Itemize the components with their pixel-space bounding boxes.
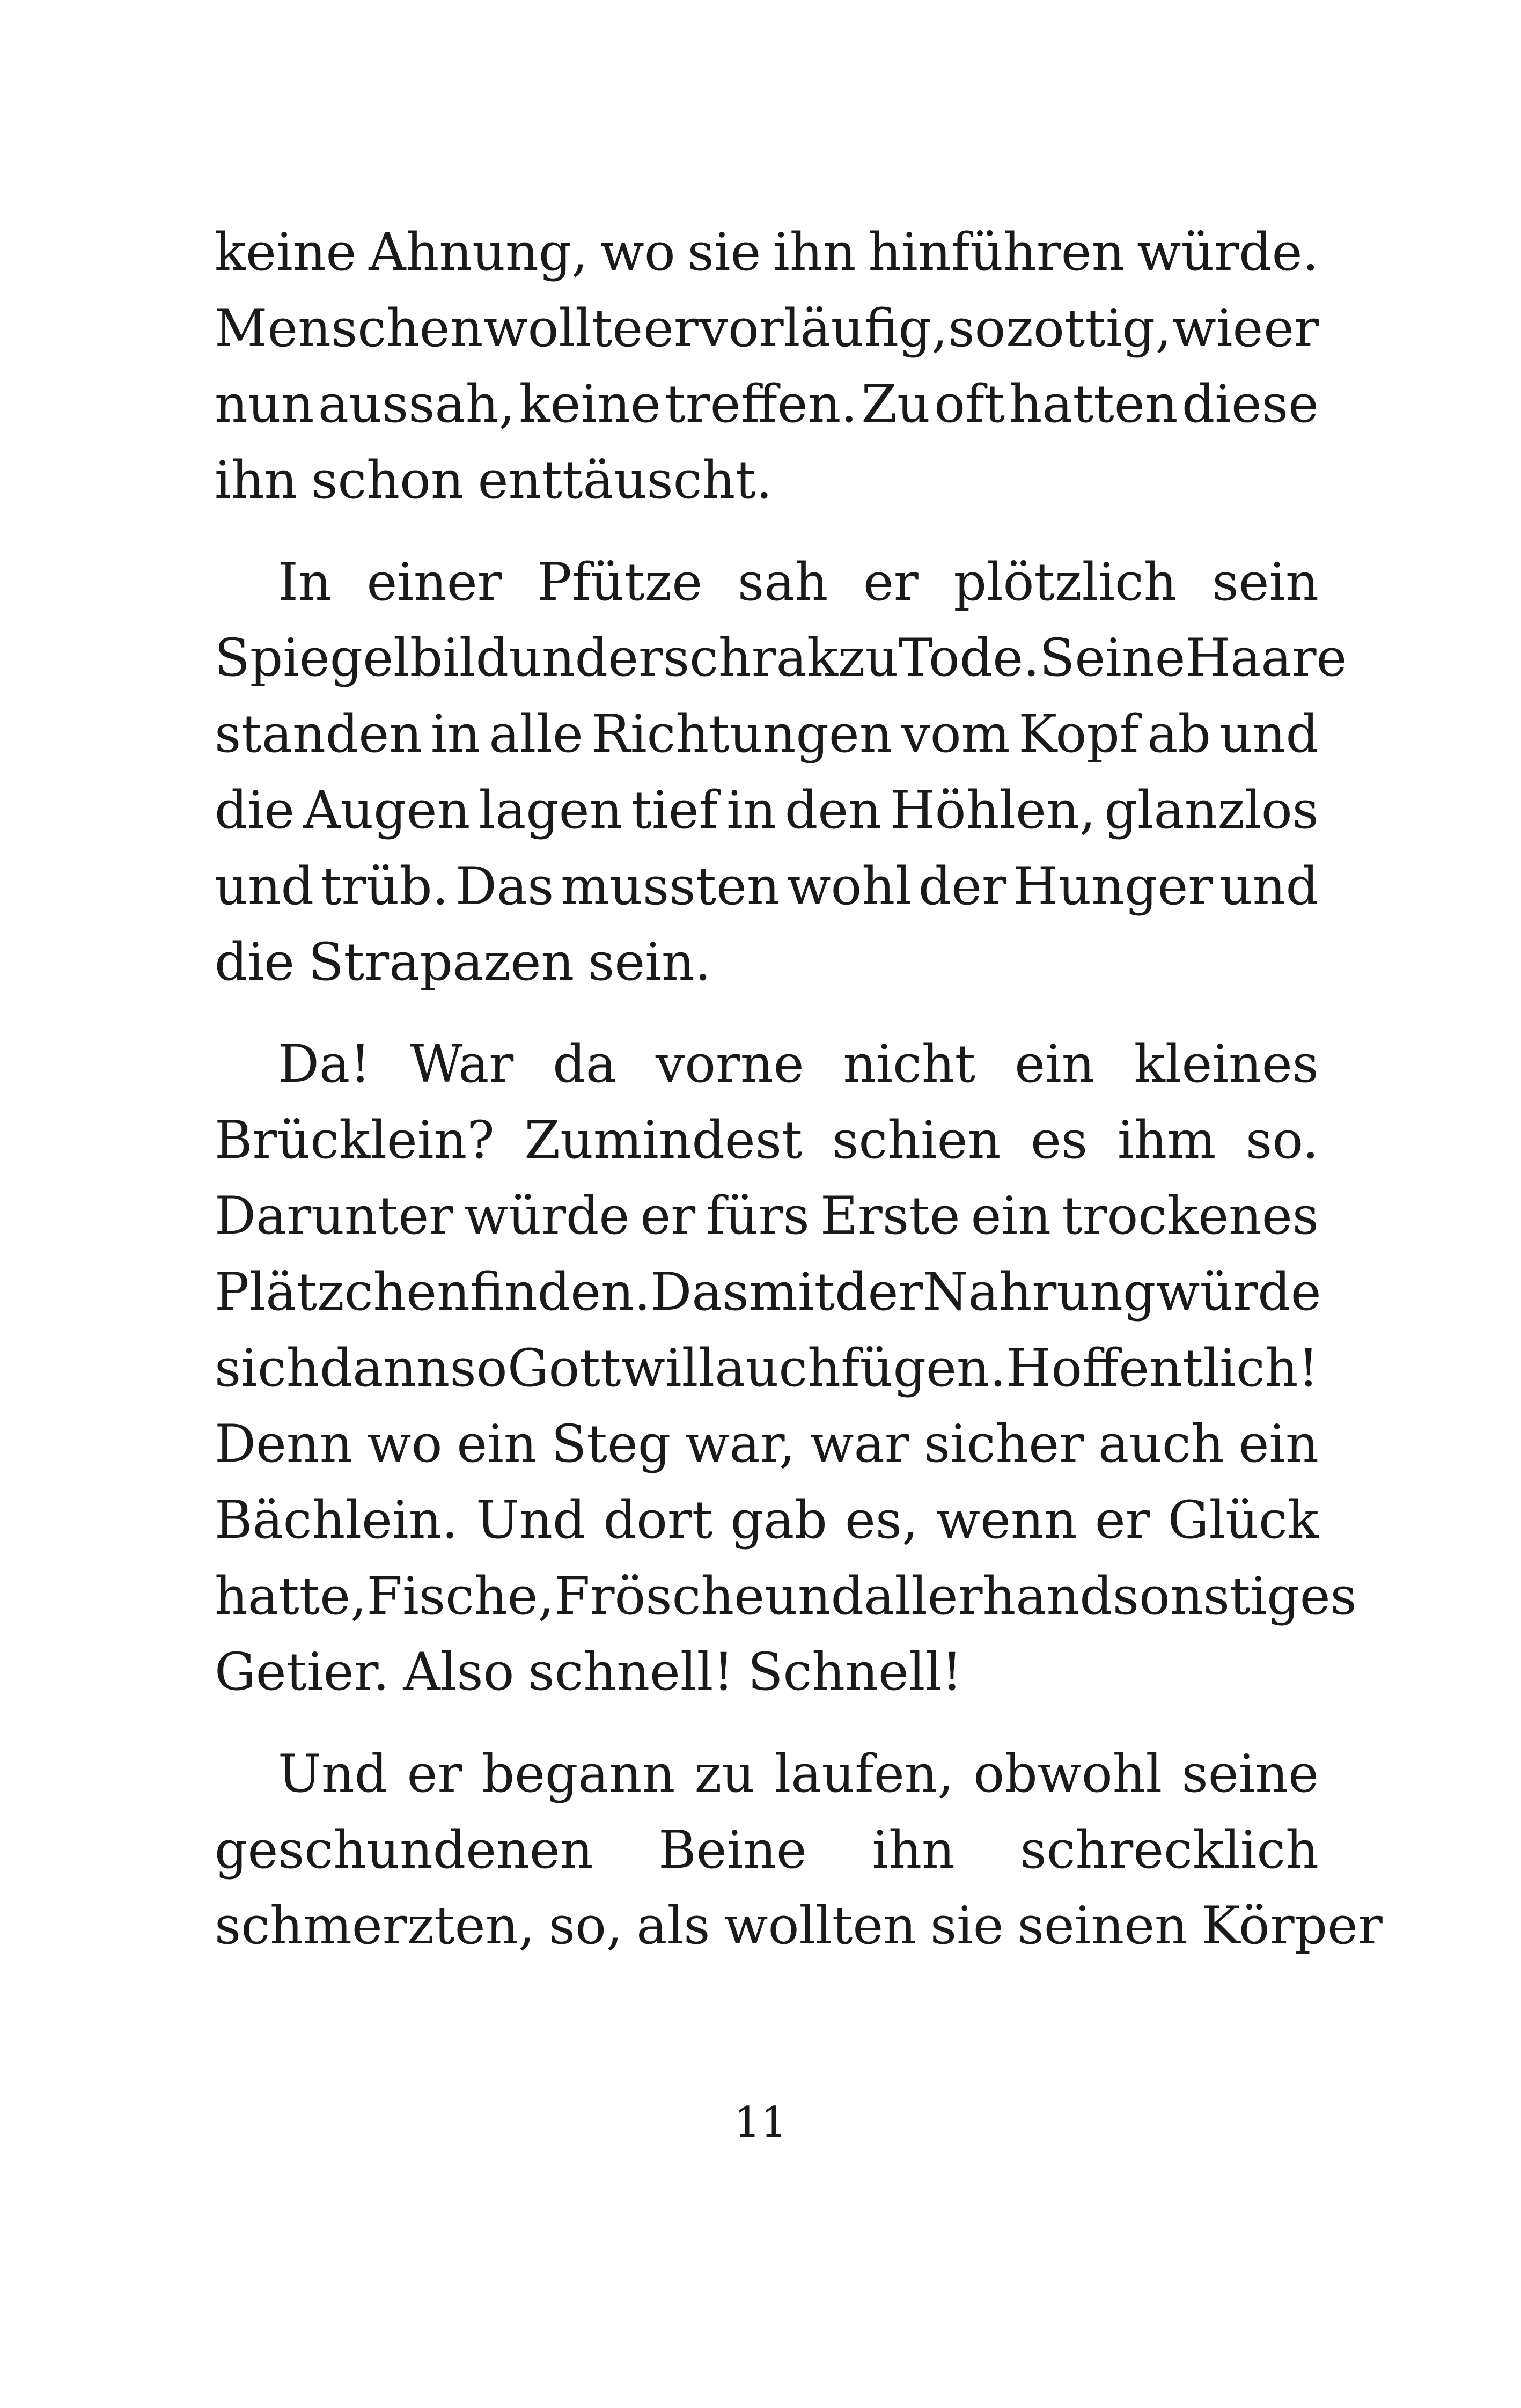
word: dort: [603, 1490, 713, 1550]
word: Strapazen: [308, 932, 575, 993]
word: ein: [971, 1186, 1051, 1246]
word: und: [215, 856, 314, 916]
word: Da!: [278, 1033, 371, 1094]
word: geschundenen: [215, 1819, 593, 1880]
word: Spiegelbild: [215, 628, 509, 688]
word: War: [409, 1033, 514, 1094]
word: wo: [367, 1414, 443, 1474]
word: Beine: [658, 1819, 807, 1880]
word: Zumindest: [524, 1110, 803, 1170]
word: enttäuscht.: [477, 450, 773, 511]
text-line: [215, 696, 1319, 773]
word: Hunger: [1013, 856, 1213, 916]
word: fügen.: [841, 1338, 1006, 1398]
word: fürs: [706, 1186, 810, 1246]
word: diese: [1181, 374, 1319, 435]
text-line: [215, 443, 1319, 519]
word: Brücklein?: [215, 1110, 495, 1170]
word: ihm: [1117, 1110, 1216, 1170]
word: Gott: [507, 1338, 621, 1398]
word: so.: [1246, 1110, 1319, 1170]
word: vom: [901, 704, 1010, 765]
word: es: [1031, 1110, 1088, 1170]
text-line: [215, 1482, 1319, 1559]
word: schmerzten,: [215, 1896, 535, 1956]
word: mussten: [561, 856, 780, 916]
word: will: [621, 1338, 715, 1398]
word: sein.: [588, 932, 711, 993]
word: Richtungen: [591, 704, 893, 765]
text-line: [215, 1736, 1319, 1812]
word: war: [810, 1414, 909, 1474]
word: laufen,: [774, 1744, 954, 1804]
word: würde: [464, 1186, 630, 1246]
word: ab: [1147, 704, 1211, 765]
word: Frösche: [554, 1566, 765, 1626]
paragraph: [215, 1026, 1357, 1710]
word: lagen: [479, 780, 623, 840]
word: und: [1219, 704, 1319, 765]
text-line: [215, 620, 1347, 696]
text-line: [215, 215, 1319, 291]
word: den: [784, 780, 881, 840]
word: so: [450, 1338, 508, 1398]
text-line: [215, 773, 1319, 849]
word: und: [765, 1566, 864, 1626]
word: und: [1219, 856, 1319, 916]
word: Haare: [1185, 628, 1347, 688]
word: sonstiges: [1112, 1566, 1357, 1626]
word: sah: [737, 552, 828, 612]
word: auch: [715, 1338, 841, 1398]
word: ein: [1015, 1033, 1095, 1094]
word: ein: [457, 1414, 537, 1474]
word: in: [430, 704, 481, 765]
word: und: [509, 628, 608, 688]
word: der: [918, 856, 1006, 916]
word: nun: [215, 374, 314, 435]
word: wie: [1172, 298, 1263, 358]
word: begann: [481, 1744, 675, 1804]
word: die: [215, 780, 295, 840]
word: Menschen: [215, 298, 483, 358]
word: er: [863, 552, 919, 612]
word: trüb.: [320, 856, 449, 916]
word: würde.: [1137, 222, 1319, 282]
word: wollte: [483, 298, 643, 358]
word: tief: [631, 780, 718, 840]
word: obwohl: [973, 1744, 1163, 1804]
word: seinen: [1017, 1896, 1188, 1956]
word: der: [835, 1261, 923, 1322]
word: ihn: [773, 222, 856, 282]
word: ihn: [215, 450, 298, 511]
word: nicht: [843, 1033, 976, 1094]
word: sie: [930, 1896, 1004, 1956]
word: als: [636, 1896, 710, 1956]
word: Darunter: [215, 1186, 454, 1246]
word: er: [1263, 298, 1319, 358]
word: Augen: [303, 780, 471, 840]
word: vorläufig,: [699, 298, 948, 358]
word: Hoffentlich!: [1006, 1338, 1319, 1398]
word: mit: [748, 1261, 835, 1322]
text-line: [215, 1178, 1319, 1254]
word: keine: [215, 222, 357, 282]
word: allerhand: [864, 1566, 1113, 1626]
word: dann: [319, 1338, 450, 1398]
word: zu: [694, 1744, 755, 1804]
word: hatten: [1009, 374, 1178, 435]
word: keine: [519, 374, 661, 435]
word: treffen.: [665, 374, 857, 435]
word: oft: [934, 374, 1005, 435]
word: Steg: [551, 1414, 671, 1474]
word: kleines: [1134, 1033, 1319, 1094]
word: Ahnung,: [369, 222, 588, 282]
word: alle: [489, 704, 583, 765]
page-body-text: [215, 215, 1383, 1964]
word: Pfütze: [537, 552, 703, 612]
word: wenn: [936, 1490, 1077, 1550]
word: schon: [311, 450, 464, 511]
word: die: [215, 932, 295, 993]
word: sein: [1212, 552, 1319, 612]
text-line: [215, 1331, 1319, 1407]
word: Das: [650, 1261, 749, 1322]
word: Kopf: [1018, 704, 1139, 765]
word: In: [278, 552, 332, 612]
word: sich: [215, 1338, 320, 1398]
word: hinführen: [868, 222, 1125, 282]
word: schnell!: [528, 1642, 734, 1702]
word: wo: [600, 222, 675, 282]
word: er: [640, 1186, 696, 1246]
word: so: [948, 298, 1006, 358]
word: ihn: [872, 1819, 955, 1880]
word: Körper: [1201, 1896, 1383, 1956]
word: da: [553, 1033, 616, 1094]
paragraph: [215, 545, 1347, 1001]
word: aussah,: [318, 374, 516, 435]
word: gab: [730, 1490, 827, 1550]
text-line: [215, 1103, 1319, 1179]
word: vorne: [655, 1033, 804, 1094]
word: trockenes: [1062, 1186, 1319, 1246]
word: hatte,: [215, 1566, 367, 1626]
word: zu: [837, 628, 899, 688]
text-line: [215, 545, 1319, 621]
word: Und: [476, 1490, 586, 1550]
word: Glück: [1167, 1490, 1319, 1550]
text-line: [215, 1812, 1319, 1889]
paragraph: [215, 215, 1319, 519]
paragraph-gap: [215, 1001, 1319, 1026]
word: plötzlich: [953, 552, 1177, 612]
word: er: [643, 298, 699, 358]
word: wollten: [724, 1896, 916, 1956]
paragraph: [215, 1736, 1383, 1964]
text-line: [215, 366, 1319, 443]
text-line: [215, 1559, 1357, 1635]
word: sicher: [923, 1414, 1084, 1474]
word: wohl: [787, 856, 912, 916]
word: Getier.: [215, 1642, 390, 1702]
word: es,: [845, 1490, 919, 1550]
word: Das: [455, 856, 554, 916]
word: Und: [278, 1744, 388, 1804]
word: zottig,: [1006, 298, 1172, 358]
word: Zu: [861, 374, 930, 435]
word: er: [1094, 1490, 1150, 1550]
word: Nahrung: [923, 1261, 1156, 1322]
text-line: [215, 1254, 1319, 1331]
word: Erste: [820, 1186, 960, 1246]
word: seine: [1181, 1744, 1319, 1804]
text-line: [215, 1888, 1383, 1964]
word: glanzlos: [1104, 780, 1319, 840]
word: sie: [687, 222, 761, 282]
word: Höhlen,: [890, 780, 1096, 840]
word: war,: [685, 1414, 796, 1474]
word: Plätzchen: [215, 1261, 470, 1322]
paragraph-gap: [215, 519, 1319, 545]
word: Bächlein.: [215, 1490, 458, 1550]
word: würde: [1156, 1261, 1321, 1322]
word: ein: [1238, 1414, 1319, 1474]
word: schrecklich: [1020, 1819, 1319, 1880]
word: er: [407, 1744, 462, 1804]
word: Tode.: [898, 628, 1040, 688]
word: Seine: [1039, 628, 1186, 688]
word: so,: [548, 1896, 623, 1956]
word: Fische,: [366, 1566, 555, 1626]
text-line: [215, 1026, 1319, 1103]
word: auch: [1098, 1414, 1224, 1474]
word: finden.: [469, 1261, 651, 1322]
word: Schnell!: [747, 1642, 962, 1702]
word: Denn: [215, 1414, 353, 1474]
word: erschrak: [608, 628, 838, 688]
word: einer: [366, 552, 502, 612]
paragraph-gap: [215, 1710, 1319, 1736]
word: in: [726, 780, 776, 840]
text-line: [215, 849, 1319, 925]
word: Also: [403, 1642, 515, 1702]
word: schien: [832, 1110, 1001, 1170]
text-line: [215, 924, 1319, 1001]
word: standen: [215, 704, 422, 765]
text-line: [215, 291, 1319, 367]
page-number: 11: [733, 2098, 788, 2147]
text-line: [215, 1634, 1319, 1710]
text-line: [215, 1406, 1319, 1482]
